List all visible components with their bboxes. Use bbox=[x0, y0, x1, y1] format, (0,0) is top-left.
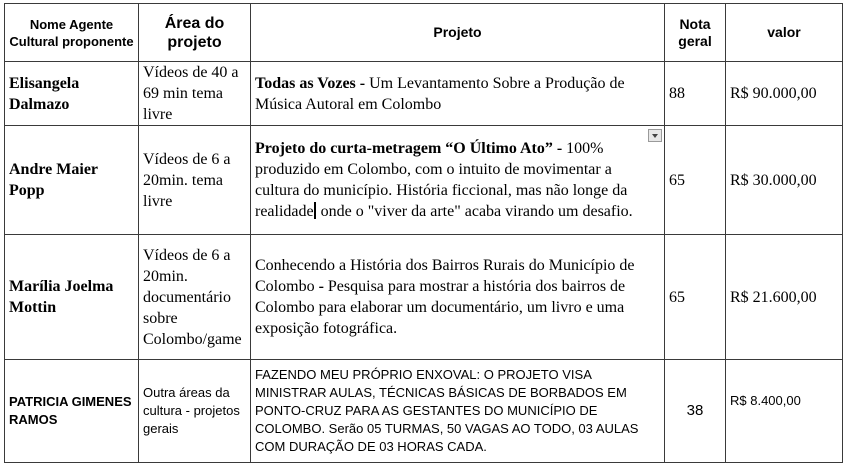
header-agent: Nome Agente Cultural proponente bbox=[5, 4, 139, 62]
table-row bbox=[5, 126, 843, 235]
text-cursor bbox=[314, 202, 316, 219]
project-separator: - bbox=[552, 140, 567, 157]
project-title: Conhecendo a História dos Bairros Rurais do Município de Colombo bbox=[255, 257, 635, 295]
value-cell: R$ 21.600,00 bbox=[726, 235, 843, 360]
score-cell: 65 bbox=[665, 126, 726, 235]
project-separator: - bbox=[314, 278, 328, 295]
project-description-continued: onde o "viver da arte" acaba virando um desafio. bbox=[316, 203, 633, 220]
header-score: Nota geral bbox=[665, 4, 726, 62]
header-project: Projeto bbox=[251, 4, 665, 62]
agent-cell: Andre Maier Popp bbox=[5, 126, 139, 235]
area-cell: Outra áreas da cultura - projetos gerais bbox=[139, 360, 251, 463]
value-cell: R$ 90.000,00 bbox=[726, 62, 843, 126]
project-cell bbox=[251, 62, 665, 126]
header-value: valor bbox=[726, 4, 843, 62]
project-description: Pesquisa para mostrar a história dos bairros de Colombo para elaborar um documentário, um livro e uma exposição fotográfica. bbox=[255, 278, 626, 337]
project-cell: FAZENDO MEU PRÓPRIO ENXOVAL: O PROJETO VISA MINISTRAR AULAS, TÉCNICAS BÁSICAS DE BORBADOS EM PONTO-CRUZ PARA AS GESTANTES DO MUNICÍPIO DE COLOMBO. Serão 05 TURMAS, 50 VAGAS AO TODO, 03 AULAS COM DURAÇÃO DE 03 HORAS CADA. bbox=[251, 360, 665, 463]
value-cell: R$ 30.000,00 bbox=[726, 126, 843, 235]
agent-cell: PATRICIA GIMENES RAMOS bbox=[5, 360, 139, 463]
results-table bbox=[4, 3, 843, 463]
project-description: Um Levantamento Sobre a Produção de Música Autoral em Colombo bbox=[255, 74, 625, 113]
project-description: 100% produzido em Colombo, com o intuito de movimentar a cultura do município. História ficcional, mas não longe da realidade bbox=[255, 140, 628, 220]
table-row bbox=[5, 235, 843, 360]
project-title: Projeto do curta-metragem “O Último Ato” bbox=[255, 140, 553, 157]
project-separator: - bbox=[355, 74, 370, 92]
table-row bbox=[5, 62, 843, 126]
area-cell: Vídeos de 6 a 20min. tema livre bbox=[139, 126, 251, 235]
project-cell[interactable] bbox=[251, 126, 665, 235]
project-title: Todas as Vozes bbox=[255, 74, 356, 92]
score-cell: 65 bbox=[665, 235, 726, 360]
table-row bbox=[5, 360, 843, 463]
header-row bbox=[5, 4, 843, 62]
area-cell: Vídeos de 40 a 69 min tema livre bbox=[139, 62, 251, 126]
score-cell: 38 bbox=[665, 360, 726, 463]
agent-cell: Elisangela Dalmazo bbox=[5, 62, 139, 126]
agent-cell: Marília Joelma Mottin bbox=[5, 235, 139, 360]
area-cell: Vídeos de 6 a 20min. documentário sobre Colombo/game bbox=[139, 235, 251, 360]
score-cell: 88 bbox=[665, 62, 726, 126]
value-cell: R$ 8.400,00 bbox=[726, 360, 843, 463]
header-area: Área do projeto bbox=[139, 4, 251, 62]
dropdown-arrow-icon[interactable] bbox=[648, 129, 662, 142]
project-cell bbox=[251, 235, 665, 360]
